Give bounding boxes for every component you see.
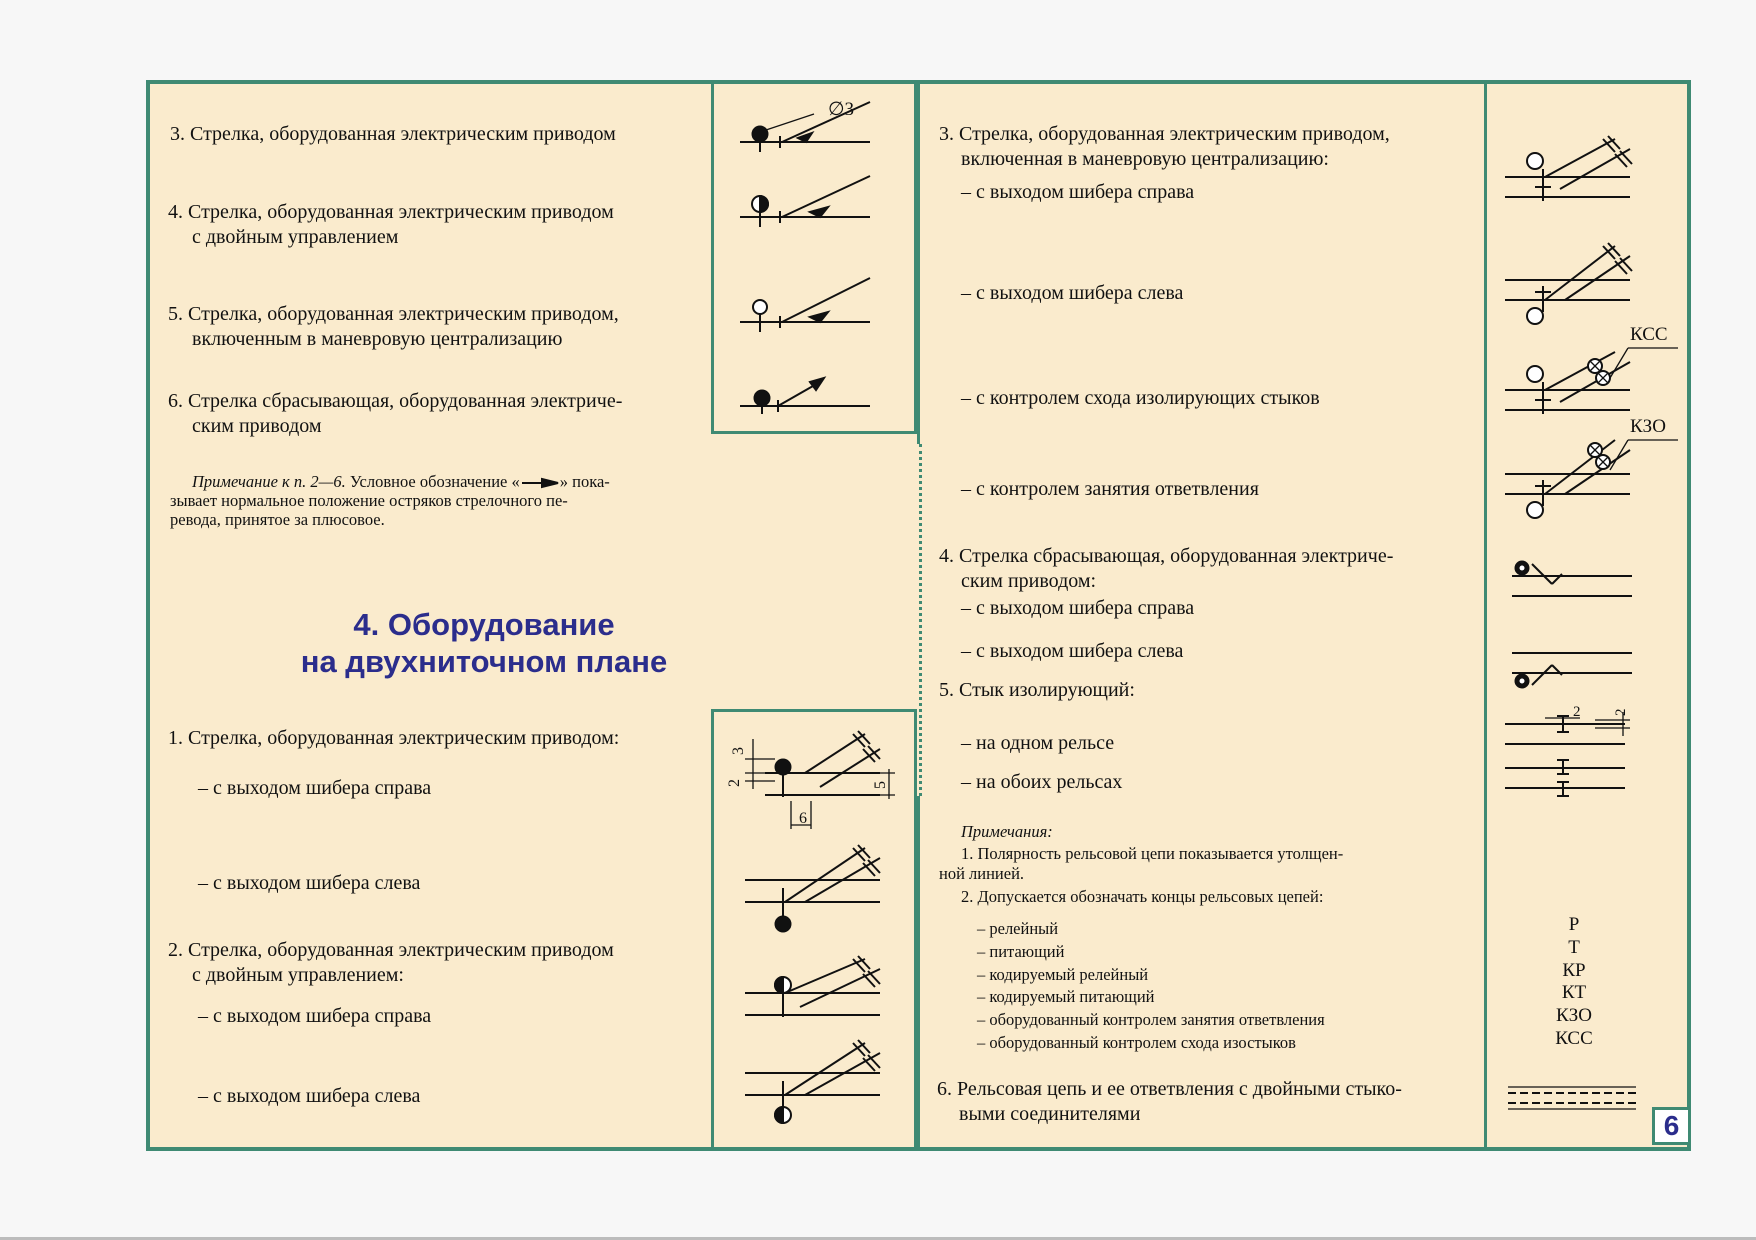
right-item-4: 4. Стрелка сбрасывающая, оборудованная электриче- bbox=[939, 545, 1394, 567]
left-section-item-1: 1. Стрелка, оборудованная электрическим приводом: bbox=[168, 727, 620, 749]
left-section-item-1a: – с выходом шибера справа bbox=[198, 777, 432, 799]
left-item-6: 6. Стрелка сбрасывающая, оборудованная электриче- bbox=[168, 390, 623, 412]
arrow-icon bbox=[520, 477, 560, 489]
note-list-item: – кодируемый питающий bbox=[977, 987, 1155, 1007]
abbr-item: КР bbox=[1562, 959, 1586, 981]
vertical-rule-mid-top bbox=[917, 84, 920, 444]
abbr-item: КСС bbox=[1555, 1027, 1593, 1049]
left-item-3: 3. Стрелка, оборудованная электрическим приводом bbox=[170, 123, 616, 145]
left-note bbox=[170, 472, 700, 529]
right-item-3-cont: включенная в маневровую централизацию: bbox=[961, 148, 1329, 170]
right-item-6: 6. Рельсовая цепь и ее ответвления с двойными стыко- bbox=[937, 1078, 1402, 1100]
section-title-line2: на двухниточном плане bbox=[300, 644, 668, 679]
dim-2a-label: 2 bbox=[1573, 704, 1581, 720]
left-item-5: 5. Стрелка, оборудованная электрическим приводом, bbox=[168, 303, 619, 325]
note-1: 1. Полярность рельсовой цепи показывается утолщен- bbox=[961, 844, 1344, 863]
note-line2: зывает нормальное положение остряков стрелочного пе- bbox=[170, 491, 568, 510]
left-section-item-2b: – с выходом шибера слева bbox=[198, 1085, 421, 1107]
note-list-item: – кодируемый релейный bbox=[977, 964, 1149, 984]
note-line1-end: » пока- bbox=[559, 472, 610, 491]
dim-3-label: 3 bbox=[730, 747, 747, 755]
note-list-item: – питающий bbox=[977, 941, 1065, 961]
abbr-item: КЗО bbox=[1556, 1005, 1592, 1027]
note-line1: Условное обозначение « bbox=[349, 472, 520, 491]
dim-6-label: 6 bbox=[799, 810, 807, 827]
section-title-line1: 4. Оборудование bbox=[353, 607, 615, 642]
right-item-4a: – с выходом шибера справа bbox=[961, 597, 1195, 619]
left-item-4-cont: с двойным управлением bbox=[192, 226, 399, 248]
note-list bbox=[977, 918, 1325, 1055]
abbreviations-list bbox=[1534, 914, 1614, 1051]
switch-shunting-icon bbox=[740, 274, 890, 334]
right-item-3b: – с выходом шибера слева bbox=[961, 282, 1184, 304]
left-item-5-cont: включенным в маневровую централизацию bbox=[192, 328, 563, 350]
diameter-label: ∅3 bbox=[828, 99, 855, 120]
notes-title bbox=[961, 822, 1053, 841]
left-section-item-2-cont: с двойным управлением: bbox=[192, 964, 404, 986]
left-section-item-2a: – с выходом шибера справа bbox=[198, 1005, 432, 1027]
right-item-3: 3. Стрелка, оборудованная электрическим приводом, bbox=[939, 123, 1390, 145]
derail-switch-icon bbox=[740, 374, 890, 424]
kss-label: КСС bbox=[1630, 324, 1668, 345]
right-item-3a: – с выходом шибера справа bbox=[961, 181, 1195, 203]
note-line3: ревода, принятое за плюсовое. bbox=[170, 510, 385, 529]
dim-5-label: 5 bbox=[872, 781, 889, 789]
shunting-switch-right-icon bbox=[1505, 139, 1645, 209]
left-item-6-cont: ским приводом bbox=[192, 415, 322, 437]
note-list-item: – релейный bbox=[977, 919, 1059, 938]
dotted-separator bbox=[919, 444, 922, 796]
right-item-6-cont: выми соединителями bbox=[959, 1103, 1141, 1125]
note-2: 2. Допускается обозначать концы рельсовых цепей: bbox=[961, 887, 1324, 906]
note-1-cont: ной линией. bbox=[939, 864, 1025, 883]
two-rail-dual-control-right-icon bbox=[745, 959, 895, 1039]
isolating-joint-one-rail-icon bbox=[1505, 702, 1645, 752]
branch-occupancy-control-icon bbox=[1505, 436, 1645, 526]
right-item-3c: – с контролем схода изолирующих стыков bbox=[961, 387, 1320, 409]
left-section-item-2: 2. Стрелка, оборудованная электрическим приводом bbox=[168, 939, 614, 961]
page-number: 6 bbox=[1652, 1107, 1691, 1145]
note-list-item: – оборудованный контролем занятия ответвления bbox=[977, 1010, 1325, 1030]
vertical-rule-mid-bottom bbox=[917, 796, 920, 1151]
vertical-rule-right bbox=[1484, 84, 1487, 1151]
notes-title-text: Примечания: bbox=[961, 822, 1053, 841]
kzo-label: КЗО bbox=[1630, 416, 1666, 437]
abbr-item: КТ bbox=[1561, 982, 1587, 1004]
dim-2-label: 2 bbox=[726, 779, 743, 787]
left-section-item-1b: – с выходом шибера слева bbox=[198, 872, 421, 894]
right-item-4b: – с выходом шибера слева bbox=[961, 640, 1184, 662]
abbr-item: Р bbox=[1568, 914, 1580, 935]
two-rail-switch-right-icon bbox=[725, 729, 910, 839]
abbr-item: Т bbox=[1568, 936, 1580, 958]
shunting-switch-left-icon bbox=[1505, 242, 1645, 332]
right-item-4-cont: ским приводом: bbox=[961, 570, 1097, 592]
dim-2b-label: 2 bbox=[1613, 708, 1629, 716]
isolating-joint-control-icon bbox=[1505, 352, 1645, 422]
note-prefix: Примечание к п. 2—6. bbox=[192, 472, 346, 491]
switch-electric-drive-icon bbox=[740, 94, 890, 154]
two-rail-dual-control-left-icon bbox=[745, 1039, 895, 1129]
document-sheet bbox=[146, 80, 1691, 1151]
isolating-joint-both-rails-icon bbox=[1505, 758, 1645, 808]
section-title bbox=[254, 606, 714, 680]
right-item-5a: – на одном рельсе bbox=[961, 732, 1115, 754]
right-item-5b: – на обоих рельсах bbox=[961, 771, 1123, 793]
derail-switch-left-icon bbox=[1512, 639, 1642, 699]
derail-switch-right-icon bbox=[1512, 562, 1642, 622]
two-rail-switch-left-icon bbox=[745, 836, 895, 946]
left-item-4: 4. Стрелка, оборудованная электрическим приводом bbox=[168, 201, 614, 223]
switch-dual-control-icon bbox=[740, 172, 890, 232]
double-connector-rail-circuit-icon bbox=[1508, 1084, 1648, 1114]
right-item-5: 5. Стык изолирующий: bbox=[939, 679, 1135, 701]
note-list-item: – оборудованный контролем схода изостыков bbox=[977, 1032, 1296, 1052]
right-item-3d: – с контролем занятия ответвления bbox=[961, 478, 1259, 500]
